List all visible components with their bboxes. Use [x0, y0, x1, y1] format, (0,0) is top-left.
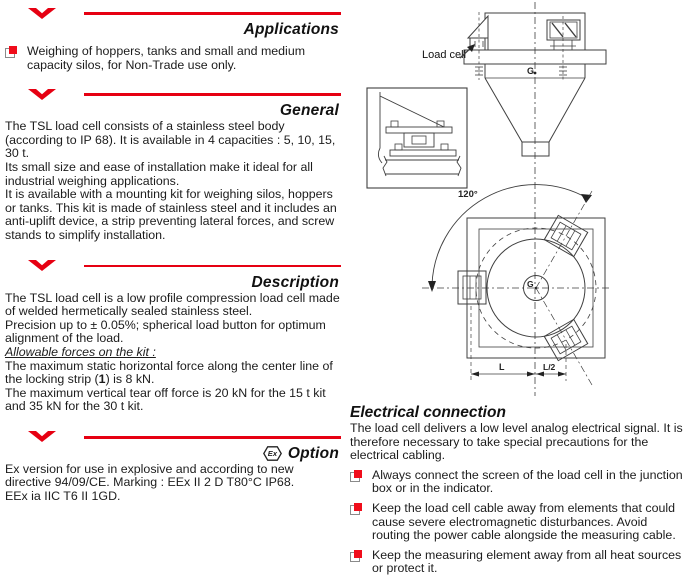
section-rule: [84, 93, 341, 96]
square-bullet-icon: [350, 503, 362, 515]
electrical-bullet-text: Always connect the screen of the load cell in the junction box or in the indicator.: [372, 467, 683, 496]
option-marking-line: EEx ia IIC T6 II 1GD.: [5, 489, 121, 504]
load-cell-technical-drawing: [344, 0, 688, 400]
section-title-text: Description: [251, 273, 339, 291]
gravity-label: G: [527, 66, 535, 76]
square-bullet-icon: [350, 470, 362, 482]
force-text: The maximum static horizontal force along the center line of the locking strip (: [5, 358, 333, 387]
description-force-paragraph: [5, 360, 341, 387]
dim-l-half-label: L/2: [543, 362, 556, 372]
load-cell-label: Load cell: [422, 49, 467, 61]
hopper-outlet: [522, 142, 549, 156]
dimension-lines: [471, 306, 566, 381]
gravity-label: G: [527, 279, 534, 289]
ex-atex-icon: [263, 446, 282, 461]
general-paragraph: Its small size and ease of installation make it ideal for all industrial weighing applications.: [5, 159, 313, 188]
description-paragraph: Precision up to ± 0.05%; spherical load button for optimum alignment of the load.: [5, 317, 326, 346]
allowable-forces-subheading: Allowable forces on the kit :: [5, 344, 156, 359]
right-load-cell-mount: [547, 16, 580, 80]
svg-text:Ex: Ex: [267, 449, 278, 459]
left-column: [5, 0, 341, 504]
applications-bullet-text: Weighing of hoppers, tanks and small and medium capacity silos, for Non-Trade use only.: [27, 44, 306, 72]
electrical-intro: The load cell delivers a low level analog electrical signal. It is therefore necessary to take special precautions for the electrical cabling.: [350, 421, 683, 463]
electrical-connection-section: [350, 404, 686, 576]
section-title-option: [5, 445, 339, 463]
section-header-applications: [5, 0, 341, 39]
electrical-bullet: [350, 549, 686, 576]
section-title-text: Applications: [243, 21, 339, 38]
electrical-bullet-text: Keep the measuring element away from all heat sources or protect it.: [372, 547, 682, 576]
section-title-text: General: [279, 102, 339, 120]
hopper-top-view: [422, 185, 610, 385]
section-rule: [84, 12, 341, 15]
top-view-load-cell-left: [458, 271, 486, 304]
description-paragraph: The TSL load cell is a low profile compression load cell made of welded hermetically sealed stainless steel.: [5, 290, 340, 319]
general-paragraph: The TSL load cell consists of a stainless steel body (according to IP 68). It is available in 4 capacities : 5, 10, 15, 30 t.: [5, 119, 336, 161]
section-title-description: [5, 274, 339, 292]
description-paragraph: The maximum vertical tear off force is 20 kN for the 15 t kit and 35 kN for the 30 t kit.: [5, 385, 326, 414]
section-marker-icon: [28, 260, 56, 272]
square-bullet-icon: [350, 550, 362, 562]
electrical-bullet-text: Keep the load cell cable away from elements that could cause severe electromagnetic disturbances. Avoid routing the power cable alongside the measuring cable.: [372, 500, 676, 543]
dim-l-label: L: [499, 362, 505, 372]
general-paragraph: It is available with a mounting kit for weighing silos, hoppers or tanks. This kit is made of stainless steel and it includes an anti-uplift device, a strip preventing lateral forces, and screw stands to simplify installation.: [5, 187, 337, 242]
square-bullet-icon: [5, 46, 17, 58]
option-paragraph: Ex version for use in explosive and according to new directive 94/09/CE. Marking : EEx II 2 D T80°C IP68.: [5, 461, 295, 490]
section-header-general: [5, 88, 341, 120]
section-title-text: Option: [287, 444, 339, 462]
section-marker-icon: [28, 8, 56, 20]
force-ref-number: 1: [98, 372, 106, 387]
inset-frame: [367, 88, 467, 188]
right-column: [344, 0, 688, 576]
section-title-general: [5, 102, 339, 120]
section-header-option: [5, 431, 341, 463]
section-header-description: [5, 260, 341, 292]
angle-label: 120°: [458, 189, 478, 200]
mounting-detail-inset: [367, 88, 467, 188]
angle-arc: [432, 185, 587, 285]
applications-bullet: [5, 45, 341, 72]
section-marker-icon: [28, 431, 56, 443]
electrical-bullet: [350, 502, 686, 543]
force-text: ) is 8 kN.: [105, 372, 155, 387]
electrical-title: Electrical connection: [350, 404, 506, 421]
electrical-bullet: [350, 469, 686, 496]
section-rule: [84, 265, 341, 268]
hopper-side-view: [422, 12, 606, 156]
section-rule: [84, 436, 341, 439]
section-marker-icon: [28, 89, 56, 101]
section-title-applications: [5, 21, 339, 39]
